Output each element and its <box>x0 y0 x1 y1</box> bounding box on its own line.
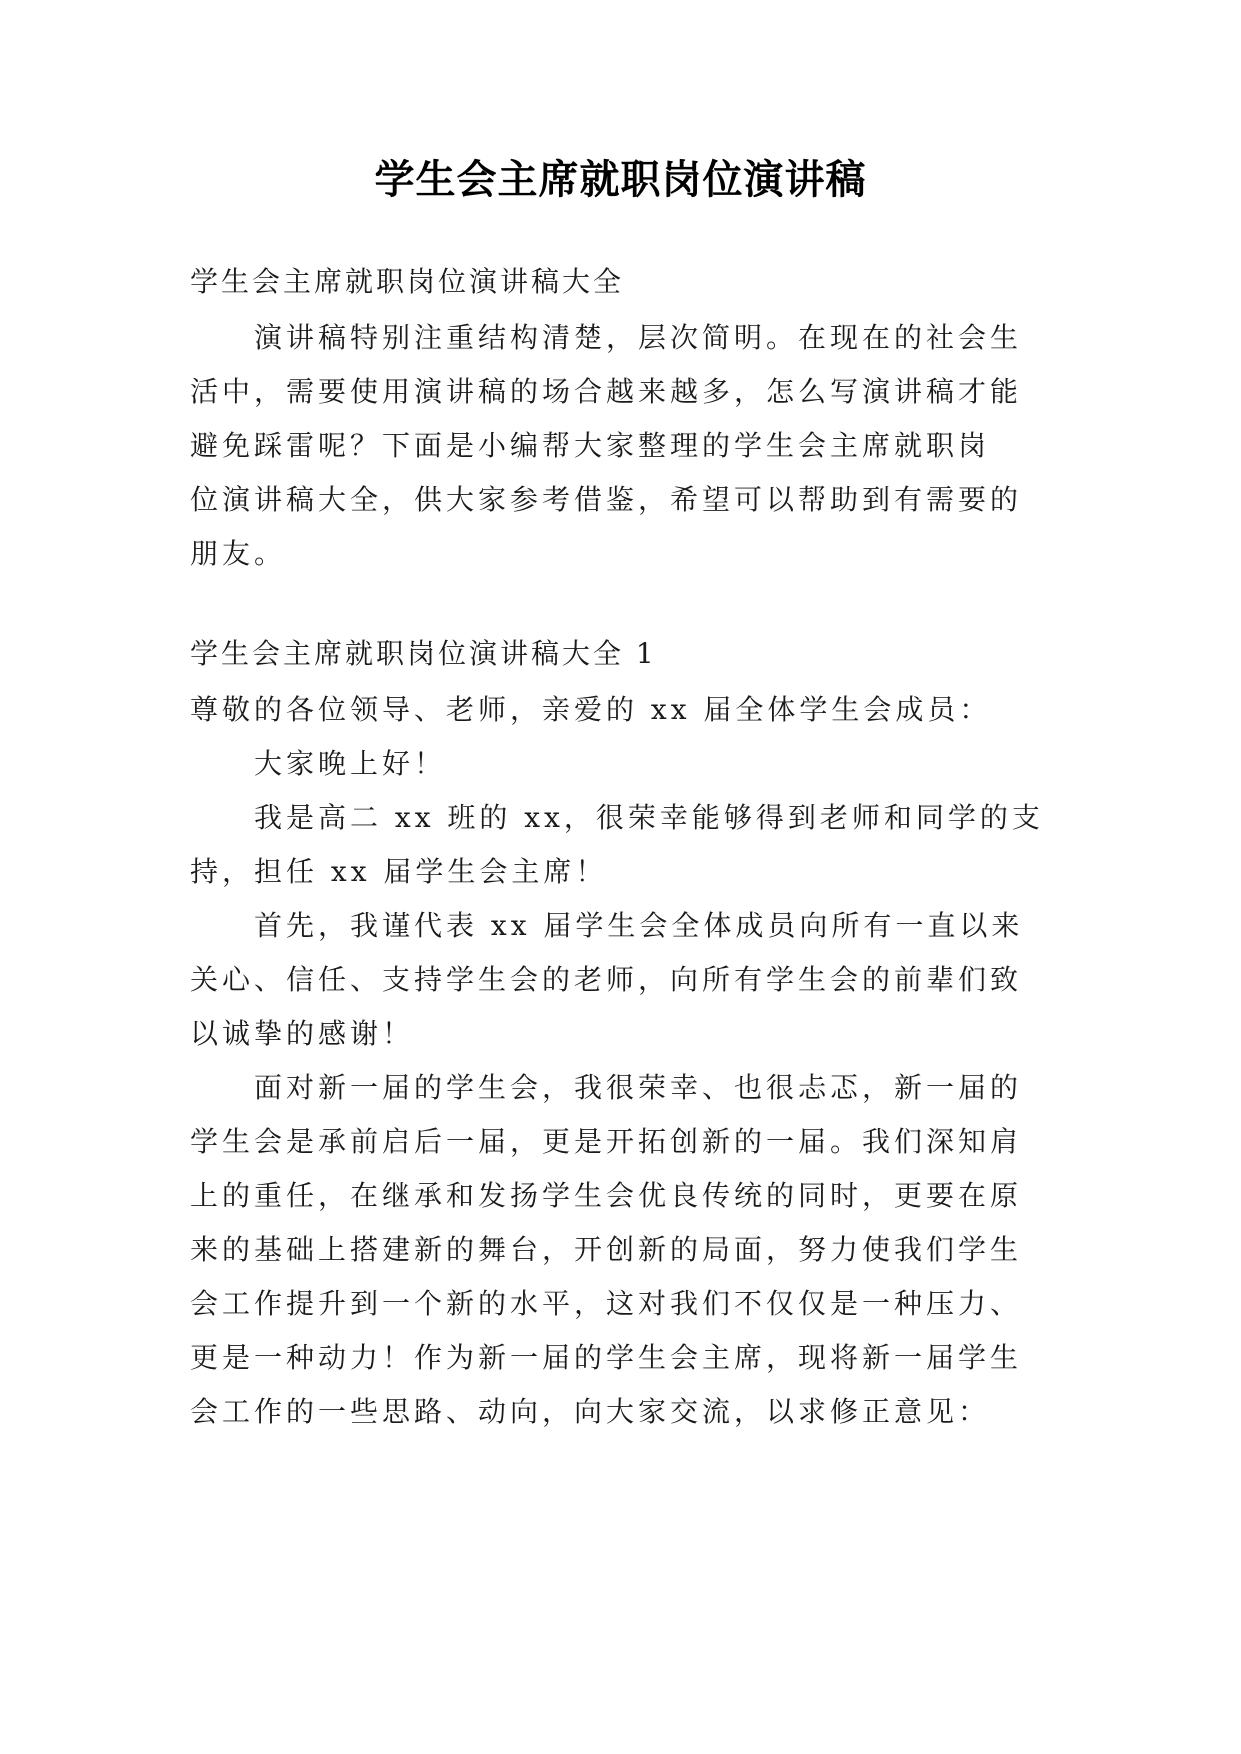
paragraph-line: 来的基础上搭建新的舞台，开创新的局面，努力使我们学生 <box>190 1233 1023 1266</box>
salutation: 尊敬的各位领导、老师，亲爱的 xx 届全体学生会成员： <box>190 693 992 726</box>
intro-line: 演讲稿特别注重结构清楚，层次简明。在现在的社会生 <box>254 321 1023 354</box>
document-title: 学生会主席就职岗位演讲稿 <box>374 157 867 203</box>
paragraph-line: 会工作的一些思路、动向，向大家交流，以求修正意见： <box>190 1395 991 1428</box>
paragraph-line: 以诚挚的感谢！ <box>190 1017 415 1050</box>
paragraph-line: 会工作提升到一个新的水平，这对我们不仅仅是一种压力、 <box>190 1287 1023 1320</box>
paragraph-line: 更是一种动力！作为新一届的学生会主席，现将新一届学生 <box>190 1341 1023 1374</box>
paragraph-line: 学生会是承前启后一届，更是开拓创新的一届。我们深知肩 <box>190 1125 1023 1158</box>
intro-line: 位演讲稿大全，供大家参考借鉴，希望可以帮助到有需要的 <box>190 483 1023 516</box>
paragraph-line: 持，担任 xx 届学生会主席！ <box>190 855 608 888</box>
greeting: 大家晚上好！ <box>254 747 447 780</box>
paragraph-line: 上的重任，在继承和发扬学生会优良传统的同时，更要在原 <box>190 1179 1023 1212</box>
paragraph-line: 我是高二 xx 班的 xx，很荣幸能够得到老师和同学的支 <box>254 801 1044 834</box>
paragraph-line: 关心、信任、支持学生会的老师，向所有学生会的前辈们致 <box>190 963 1023 996</box>
paragraph-line: 面对新一届的学生会，我很荣幸、也很忐忑，新一届的 <box>254 1071 1023 1104</box>
intro-line: 活中，需要使用演讲稿的场合越来越多，怎么写演讲稿才能 <box>190 375 1023 408</box>
intro-line: 朋友。 <box>190 537 287 570</box>
section-heading: 学生会主席就职岗位演讲稿大全 1 <box>190 637 657 670</box>
document-subtitle: 学生会主席就职岗位演讲稿大全 <box>190 265 625 298</box>
intro-line: 避免踩雷呢？下面是小编帮大家整理的学生会主席就职岗 <box>190 429 991 462</box>
paragraph-line: 首先，我谨代表 xx 届学生会全体成员向所有一直以来 <box>254 909 1024 942</box>
